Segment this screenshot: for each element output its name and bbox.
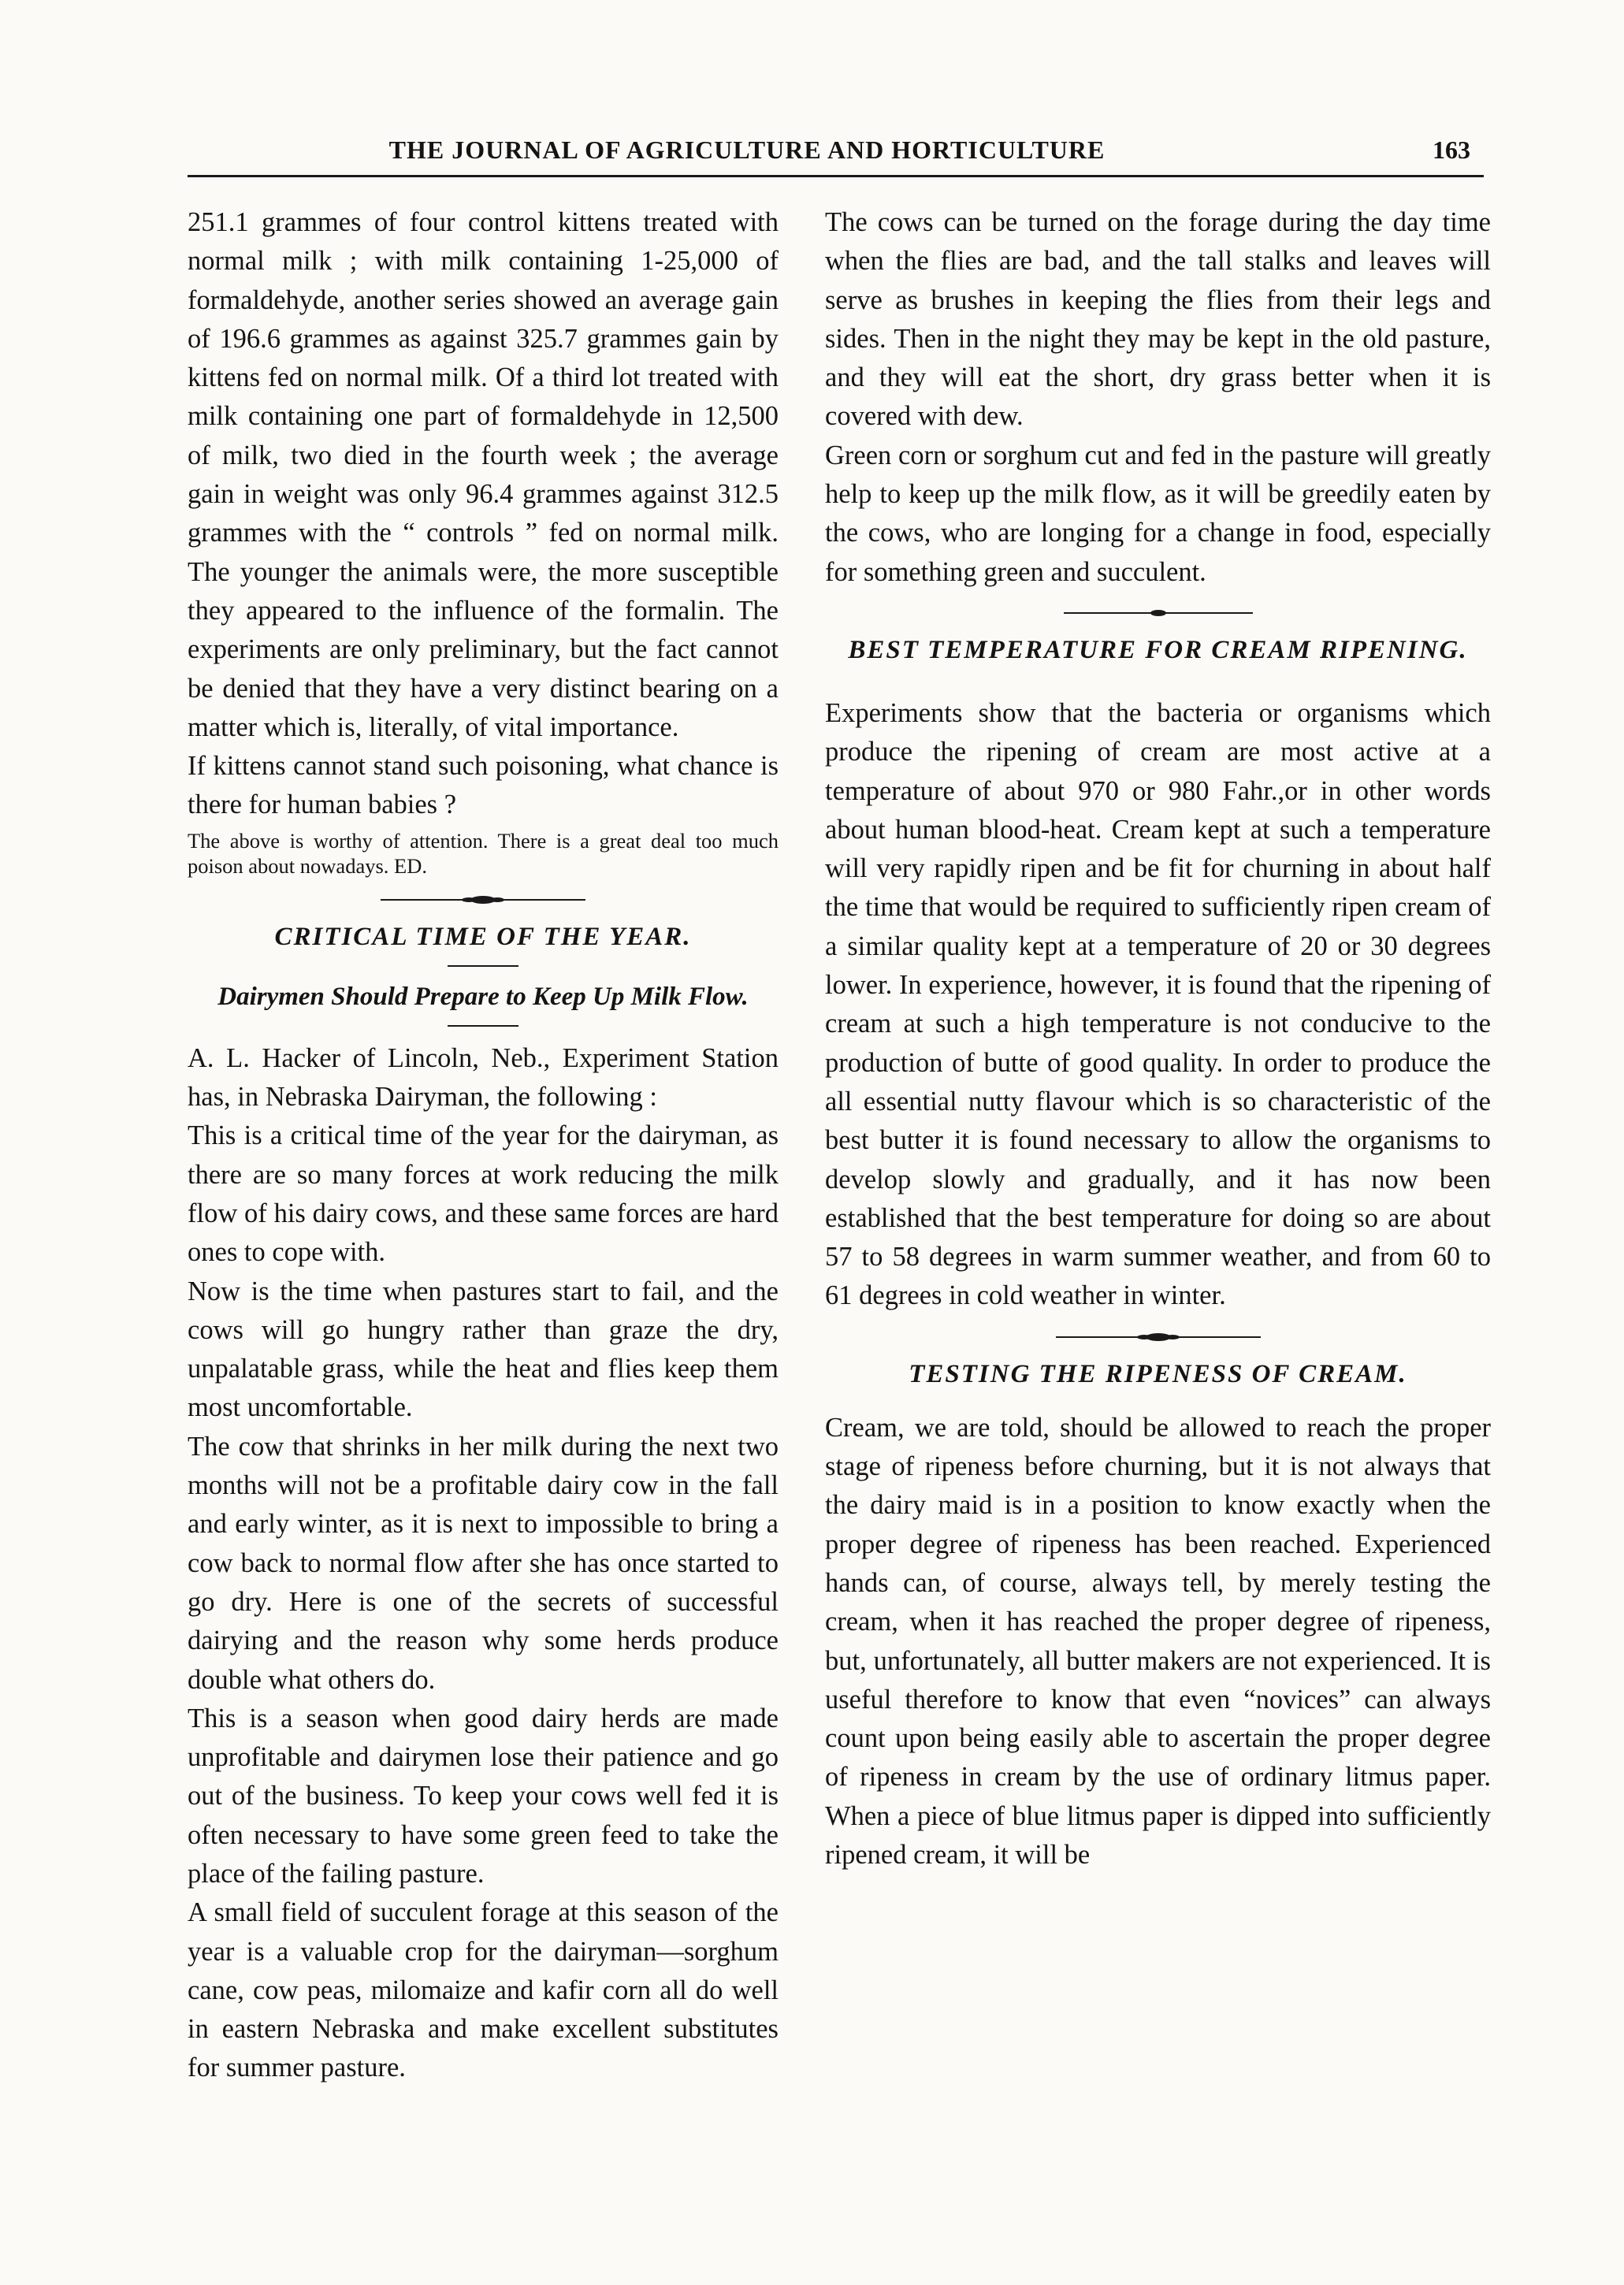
paragraph-hacker-intro: A. L. Hacker of Lincoln, Neb., Experiment Station has, in Nebraska Dairyman, the following : [188,1042,779,1113]
paragraph-kitten-experiments: 251.1 grammes of four control kittens treated with normal milk ; with milk containing 1-25,000 of formaldehyde, another series showed an average gain of 196.6 grammes as against 325.7 grammes gain by kittens fed on normal milk. Of a third lot treated with milk containing one part of formaldehyde in 12,500 of milk, two died in the fourth week ; the average gain in weight was only 96.4 grammes against 312.5 grammes with the “ controls ” fed on normal milk. The younger the animals were, the more susceptible they appeared to the influence of the formalin. The experiments are only preliminary, but the fact cannot be denied that they have a very distinct bearing on a matter which is, literally, of vital importance. [188,207,779,742]
article-title-testing-ripeness: TESTING THE RIPENESS OF CREAM. [909,1359,1407,1388]
subtitle-rule [448,1025,518,1027]
paragraph-succulent-forage: A small field of succulent forage at this season of the year is a valuable crop for the dairyman—sorghum cane, cow peas, milomaize and kafir corn all do well in eastern Nebraska and make excellent substitutes for summer pasture. [188,1897,779,2083]
ornament-rule-icon [1056,1332,1261,1343]
left-column [188,203,779,2252]
paragraph-litmus-testing: Cream, we are told, should be allowed to reach the proper stage of ripeness before churning, but it is not always that the dairy maid is in a position to know exactly when the proper degree of ripeness has been reached. Experienced hands can, of course, always tell, by merely testing the cream, when it has reached the proper degree of ripeness, but, unfortunately, all butter makers are not experienced. It is useful therefore to know that even “novices” can always count upon being easily able to ascertain the proper degree of ripeness in cream by the use of ordinary litmus paper. When a piece of blue litmus paper is dipped into sufficiently ripened cream, it will be [825,1412,1491,1870]
paragraph-forage-daytime: The cows can be turned on the forage during the day time when the flies are bad, and the tall stalks and leaves will serve as brushes in keeping the flies from their legs and sides. Then in the night they may be kept in the old pasture, and they will eat the short, dry grass better when it is covered with dew. [825,207,1491,432]
right-column [825,203,1491,2252]
ornament-rule-icon [381,894,585,905]
section-divider-ornament [825,600,1491,626]
header-rule [188,175,1484,177]
section-divider-ornament [188,886,779,913]
editor-note: The above is worthy of attention. There is a great deal too much poison about nowadays. ED. [188,828,779,878]
section-divider-ornament [825,1324,1491,1351]
journal-title: THE JOURNAL OF AGRICULTURE AND HORTICULTURE [388,136,1106,164]
paragraph-cream-temperature: Experiments show that the bacteria or organisms which produce the ripening of cream are most active at a temperature of about 970 or 980 Fahr.,or in other words about human blood-heat. Cream kept at such a temperature will very rapidly ripen and be fit for churning in about half the time that would be required to sufficiently ripen cream of a similar quality kept at a temperature of 20 or 30 degrees lower. In experience, however, it is found that the ripening of cream at such a high temperature is not conducive to the production of butte of good quality. In order to produce the all essential nutty flavour which is so characteristic of the best butter it is found necessary to allow the organisms to develop slowly and gradually, and it has now been established that the best temperature for doing so are about 57 to 58 degrees in warm summer weather, and from 60 to 61 degrees in cold weather in winter. [825,697,1491,1311]
page-number: 163 [1433,136,1470,164]
paragraph-pastures-fail: Now is the time when pastures start to fail, and the cows will go hungry rather than graze the dry, unpalatable grass, while the heat and flies keep them most uncomfortable. [188,1276,779,1423]
paragraph-kitten-question: If kittens cannot stand such poisoning, what chance is there for human babies ? [188,751,779,820]
running-head [188,136,1478,175]
paragraph-cow-shrinks: The cow that shrinks in her milk during the next two months will not be a profitable dairy cow in the fall and early winter, as it is next to impossible to bring a cow back to normal flow after she has once started to go dry. Here is one of the secrets of successful dairying and the reason why some herds produce double what others do. [188,1431,779,1695]
ornament-rule-icon [1064,607,1253,619]
paragraph-season: This is a season when good dairy herds are made unprofitable and dairymen lose their patience and go out of the business. To keep your cows well fed it is often necessary to have some green feed to take the place of the failing pasture. [188,1703,779,1889]
paragraph-critical-time: This is a critical time of the year for the dairyman, as there are so many forces at work reducing the milk flow of his dairy cows, and these same forces are hard ones to cope with. [188,1120,779,1268]
article-title-best-temperature: BEST TEMPERATURE FOR CREAM RIPENING. [848,635,1468,664]
article-subtitle: Dairymen Should Prepare to Keep Up Milk Flow. [217,982,749,1011]
article-title-critical-time: CRITICAL TIME OF THE YEAR. [274,922,692,951]
title-rule [448,965,518,967]
paragraph-green-corn: Green corn or sorghum cut and fed in the pasture will greatly help to keep up the milk flow, as it will be greedily eaten by the cows, who are longing for a change in food, especially for something green and succulent. [825,440,1491,587]
